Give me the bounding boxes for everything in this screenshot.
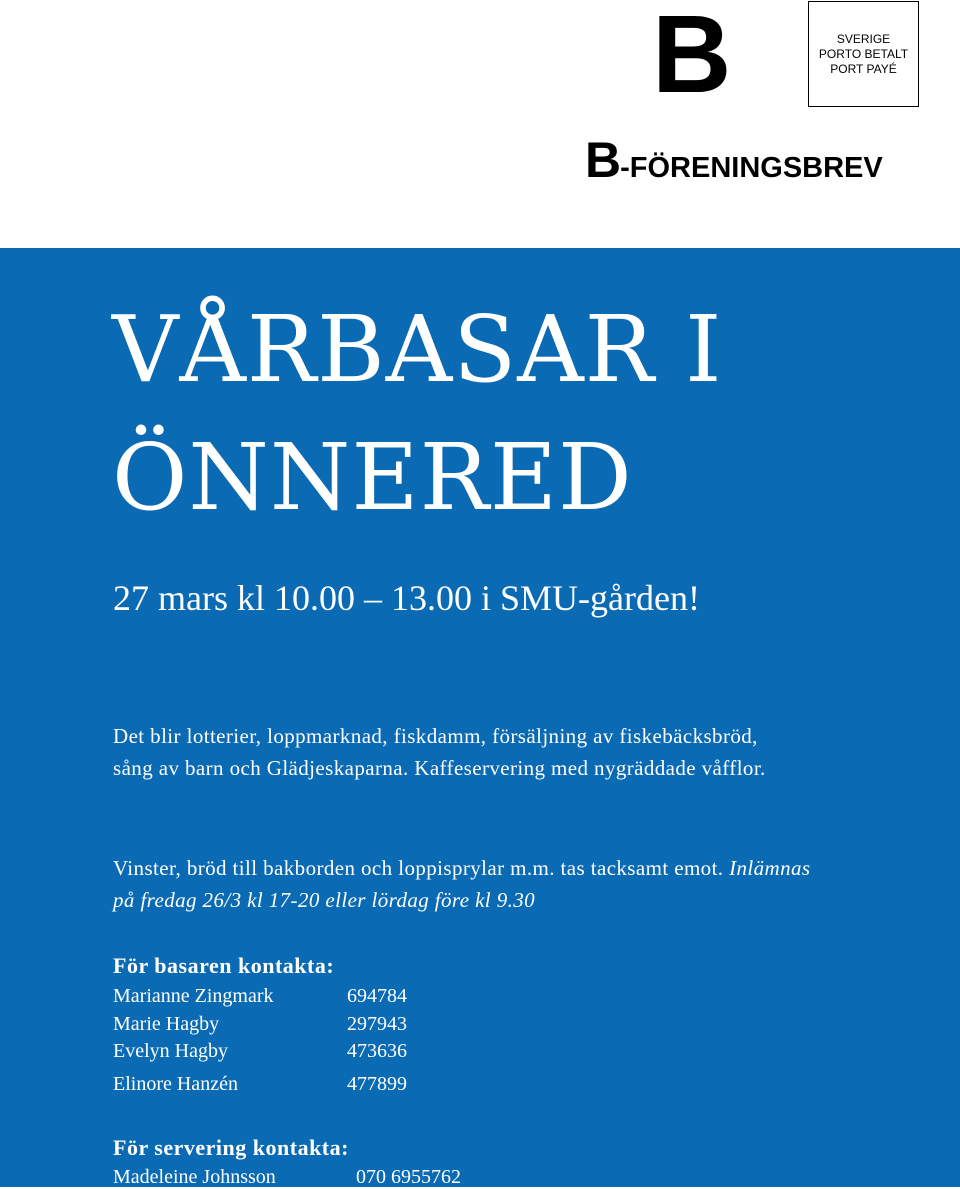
contact-phone: 694784 <box>347 985 407 1007</box>
donation-paragraph <box>113 852 833 916</box>
contact-row <box>113 1012 407 1036</box>
contact-phone: 477899 <box>347 1073 407 1095</box>
brev-text: -FÖRENINGSBREV <box>620 152 883 184</box>
contact-phone: 473636 <box>347 1040 407 1062</box>
event-date: 27 mars kl 10.00 – 13.00 i SMU-gården! <box>113 578 700 618</box>
contact-name: Marianne Zingmark <box>113 985 274 1007</box>
contact-row <box>113 984 407 1008</box>
contact-name: Marie Hagby <box>113 1013 220 1035</box>
stamp-line: SVERIGE <box>836 31 891 46</box>
description-paragraph: Det blir lotterier, loppmarknad, fiskdamm, försäljning av fiskebäcksbröd, sång av barn och Glädjeskaparna. Kaffeservering med nygräddade våfflor. <box>113 724 766 780</box>
dropoff-text: Inlämnas på fredag 26/3 kl 17-20 eller lördag före kl 9.30 <box>113 856 811 912</box>
stamp-line: PORT PAYÉ <box>830 61 897 76</box>
contact-phone: 297943 <box>347 1013 407 1035</box>
blue-panel <box>0 248 960 1187</box>
bazaar-contact-heading: För basaren kontakta: <box>113 953 335 978</box>
donation-text: Vinster, bröd till bakborden och loppisprylar m.m. tas tacksamt emot. <box>113 856 724 880</box>
contact-row <box>113 1165 461 1189</box>
page-title-line1: VÅRBASAR I <box>112 296 723 403</box>
brev-letter: B <box>585 132 621 188</box>
contact-row <box>113 1039 407 1063</box>
contact-phone: 070 6955762 <box>356 1166 461 1188</box>
foreningsbrev-label <box>585 132 883 192</box>
contact-name: Madeleine Johnsson <box>113 1166 276 1188</box>
b-mark: B <box>652 0 730 116</box>
contact-name: Evelyn Hagby <box>113 1040 228 1062</box>
serving-contact-heading: För servering kontakta: <box>113 1135 349 1160</box>
contact-name: Elinore Hanzén <box>113 1073 238 1095</box>
page-title-line2: ÖNNERED <box>112 424 633 531</box>
postage-stamp-box <box>808 1 919 107</box>
header-area <box>0 0 960 248</box>
contact-row <box>113 1072 407 1096</box>
stamp-line: PORTO BETALT <box>818 46 909 61</box>
